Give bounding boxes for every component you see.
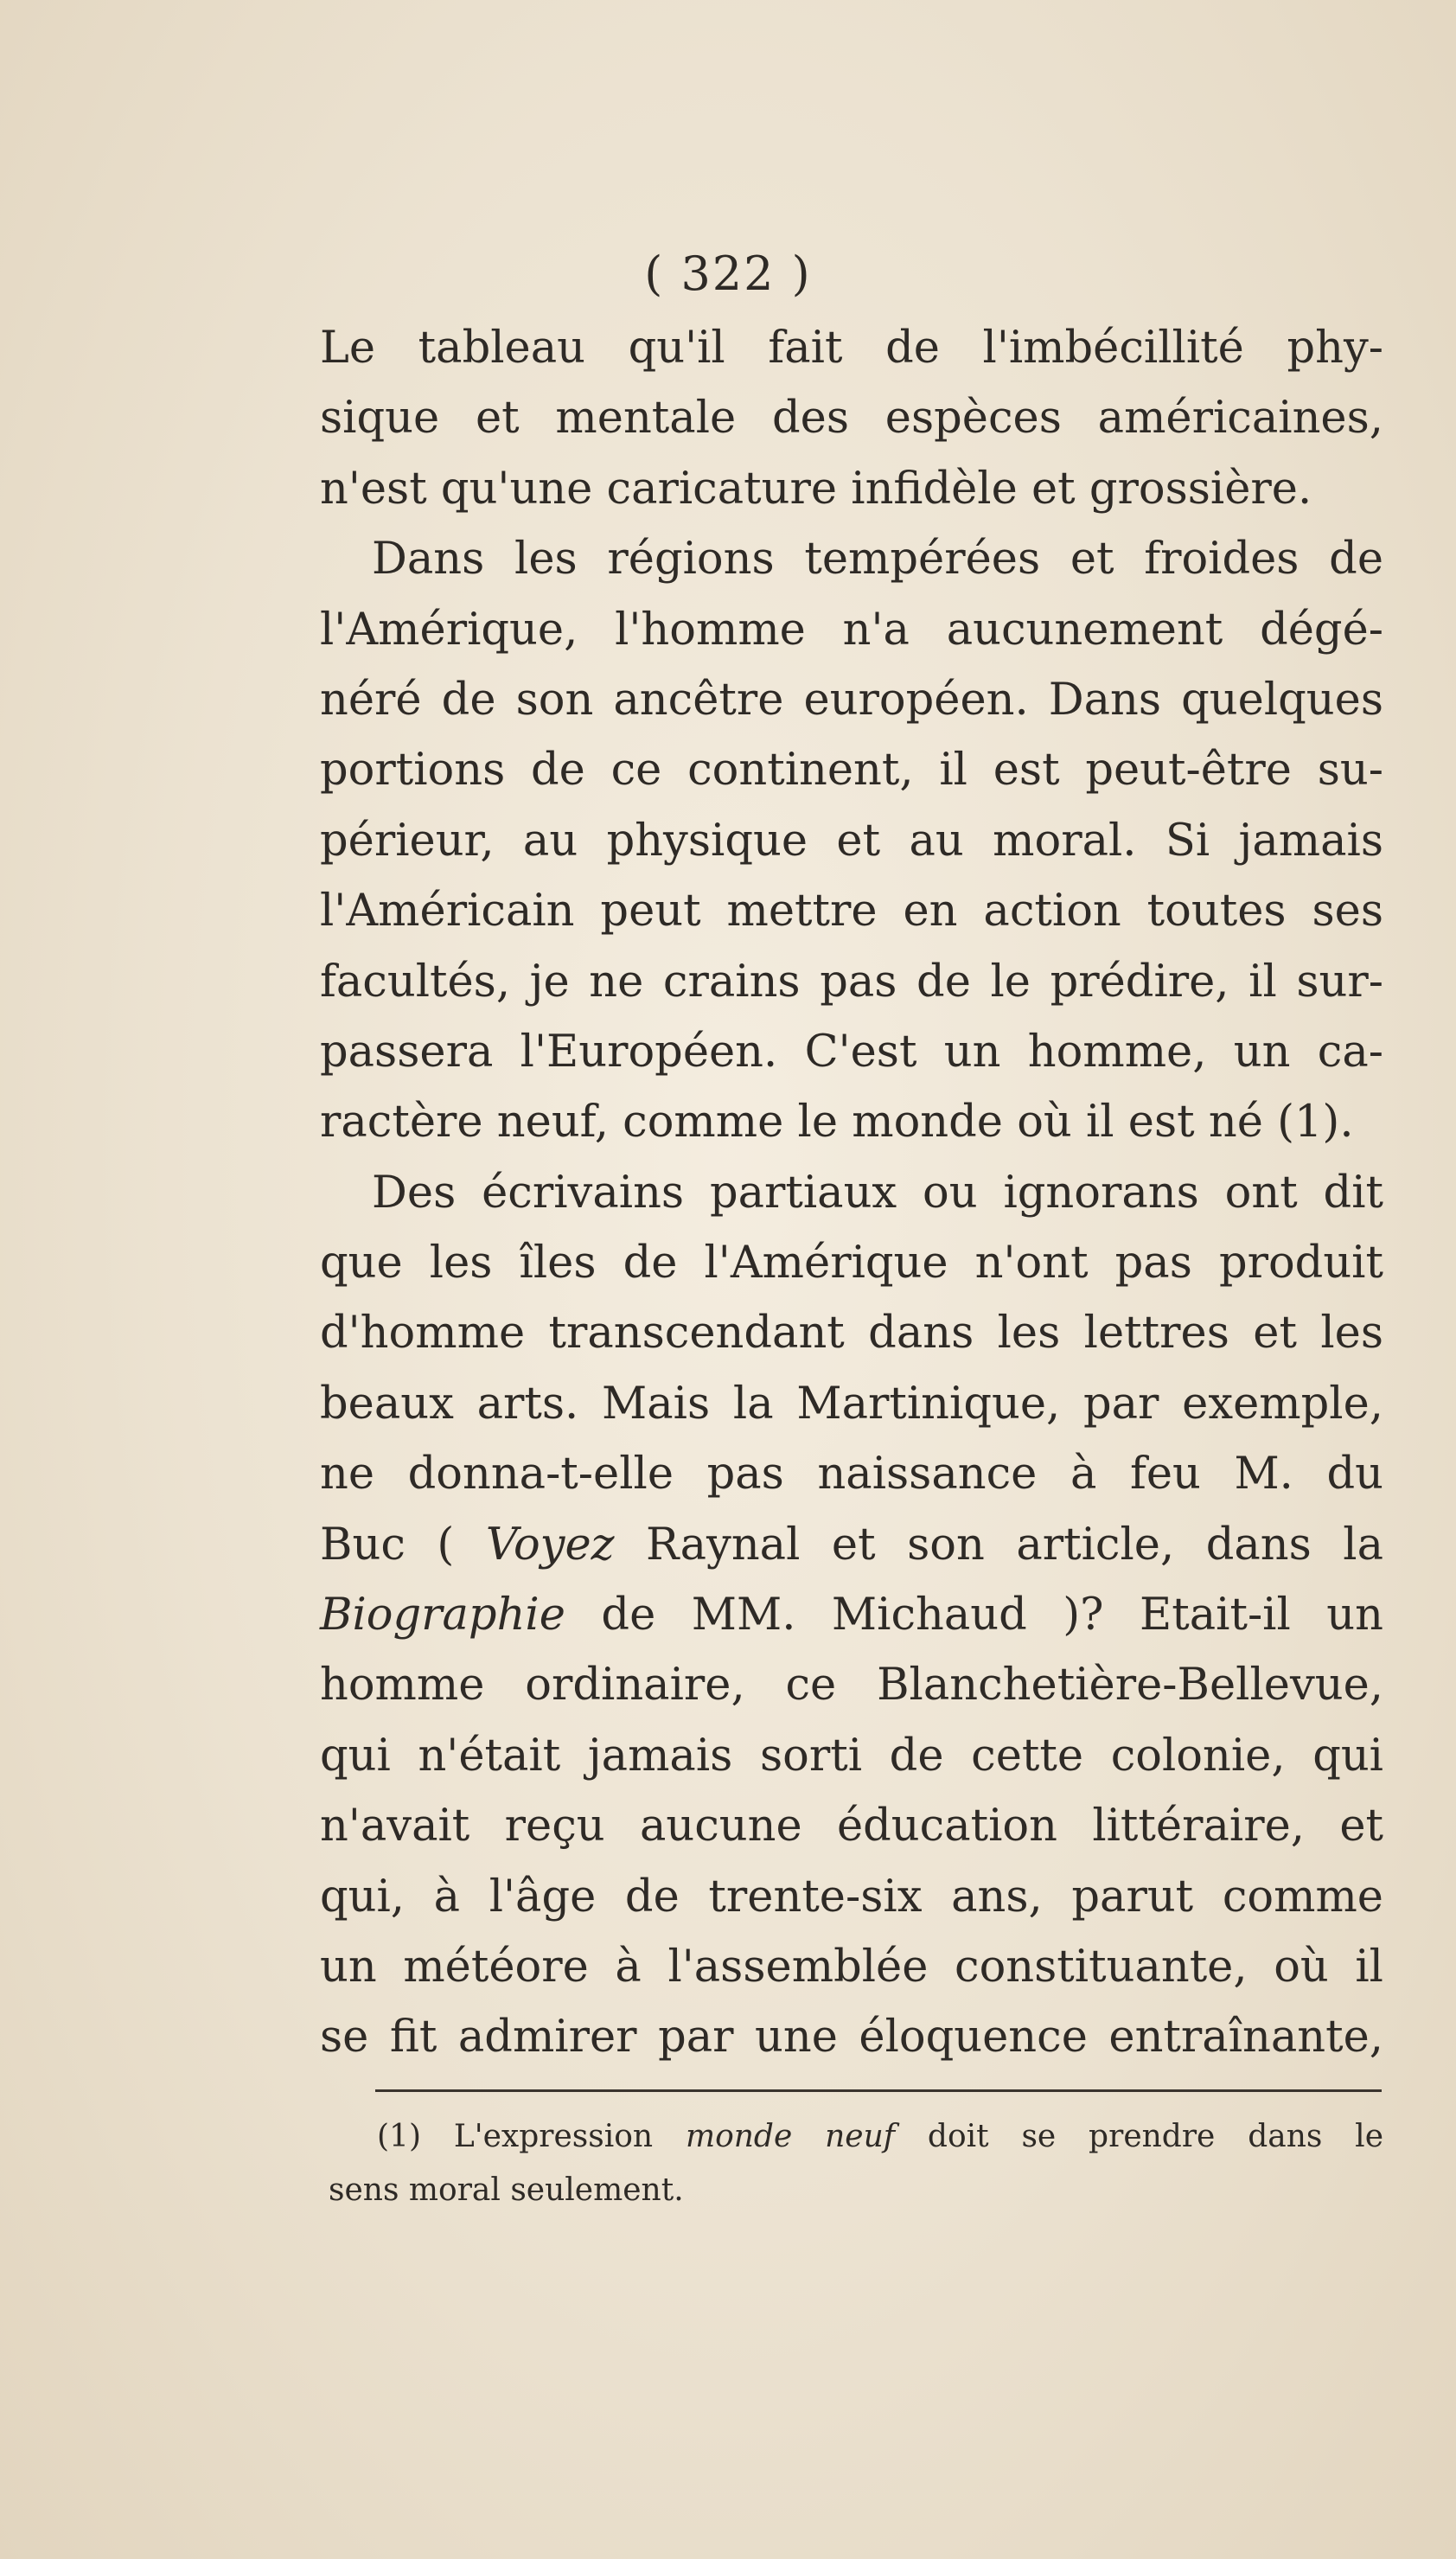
- text-line: Le tableau qu'il fait de l'imbécillité phy-: [320, 323, 1383, 374]
- text-segment: Raynal et son article, dans la: [614, 1519, 1383, 1571]
- footnote: [329, 2110, 1383, 2217]
- text-line: sique et mentale des espèces américaines,: [320, 393, 1383, 445]
- footnote-line: [329, 2110, 1383, 2164]
- text-line: portions de ce continent, il est peut-être su-: [320, 745, 1383, 796]
- text-line: facultés, je ne crains pas de le prédire, il sur-: [320, 956, 1383, 1008]
- text-segment: de MM. Michaud )? Etait-il un: [565, 1590, 1383, 1641]
- italic-text: Voyez: [485, 1519, 615, 1571]
- text-line: Dans les régions tempérées et froides de: [372, 534, 1383, 585]
- text-line: l'Américain peut mettre en action toutes ses: [320, 886, 1383, 937]
- text-line: ne donna-t-elle pas naissance à feu M. du: [320, 1449, 1383, 1500]
- text-line: ractère neuf, comme le monde où il est né (1).: [320, 1097, 1354, 1148]
- text-line: beaux arts. Mais la Martinique, par exemple,: [320, 1378, 1383, 1430]
- text-line: un météore à l'assemblée constituante, où il: [320, 1941, 1383, 1993]
- body-text: [320, 313, 1383, 2073]
- text-line: homme ordinaire, ce Blanchetière-Bellevue,: [320, 1660, 1383, 1711]
- text-line: se fit admirer par une éloquence entraînante,: [320, 2012, 1383, 2063]
- text-line: n'est qu'une caricature infidèle et grossière.: [320, 463, 1312, 515]
- text-line: d'homme transcendant dans les lettres et les: [320, 1308, 1383, 1359]
- text-line: Des écrivains partiaux ou ignorans ont dit: [372, 1167, 1383, 1219]
- text-line: néré de son ancêtre européen. Dans quelques: [320, 674, 1383, 726]
- italic-text: Biographie: [320, 1590, 565, 1641]
- text-line: passera l'Européen. C'est un homme, un ca-: [320, 1026, 1383, 1078]
- text-line: périeur, au physique et au moral. Si jamais: [320, 815, 1383, 867]
- page-number: ( 322 ): [644, 246, 812, 301]
- text-segment: doit se prendre dans le: [895, 2119, 1383, 2154]
- italic-text: monde neuf: [685, 2119, 896, 2154]
- text-line: [320, 1580, 1383, 1650]
- text-line: qui n'était jamais sorti de cette colonie, qui: [320, 1730, 1383, 1782]
- text-segment: (1) L'expression: [377, 2119, 686, 2154]
- text-line: [320, 1510, 1383, 1580]
- text-segment: Buc (: [320, 1519, 486, 1571]
- text-line: n'avait reçu aucune éducation littéraire, et: [320, 1801, 1383, 1852]
- footnote-line: sens moral seulement.: [329, 2172, 684, 2208]
- text-line: que les îles de l'Amérique n'ont pas produit: [320, 1238, 1383, 1289]
- footnote-rule: [375, 2089, 1382, 2092]
- text-line: l'Amérique, l'homme n'a aucunement dégé-: [320, 604, 1383, 656]
- text-line: qui, à l'âge de trente-six ans, parut comme: [320, 1871, 1383, 1922]
